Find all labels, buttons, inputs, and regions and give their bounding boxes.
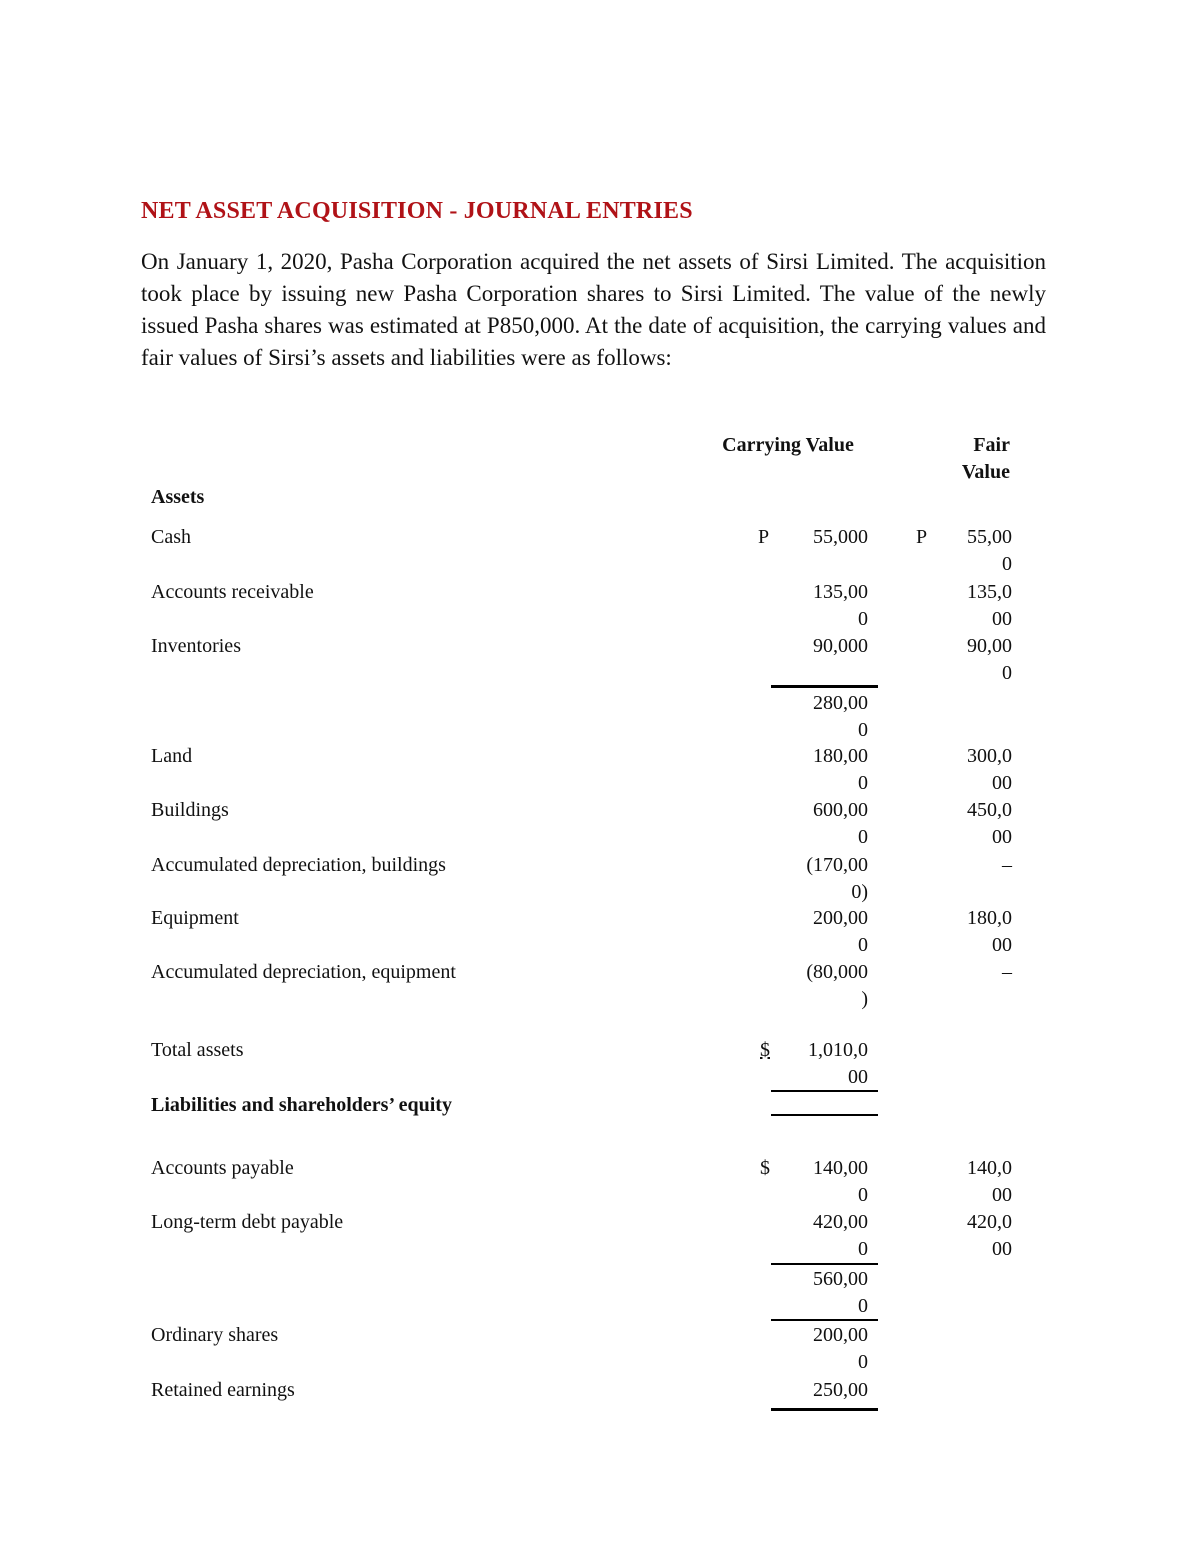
cv-line: 180,00 (813, 745, 868, 767)
row-label-accounts-receivable: Accounts receivable (151, 581, 314, 603)
row-label-equipment: Equipment (151, 907, 239, 929)
fv-land (940, 743, 1012, 797)
cv-line: 420,00 (813, 1211, 868, 1233)
subtotal-rule (771, 1263, 878, 1265)
cv-line: 0) (851, 881, 868, 903)
intro-line: liabilities were as follows: (429, 345, 672, 370)
fv-line: 90,00 (967, 635, 1012, 657)
cv-subtotal-liabilities (770, 1266, 868, 1320)
cv-accum-dep-equipment (770, 959, 868, 1013)
currency-dollar: $ (760, 1039, 770, 1061)
assets-heading: Assets (151, 486, 205, 508)
equity-rule (771, 1319, 878, 1321)
fv-line: 0 (1002, 662, 1012, 684)
fv-cash-line: 0 (1002, 553, 1012, 575)
fv-line: 140,0 (967, 1157, 1012, 1179)
row-label-retained-earnings: Retained earnings (151, 1379, 295, 1401)
cv-buildings (770, 797, 868, 851)
fv-line: 00 (992, 934, 1012, 956)
fv-line: 135,0 (967, 581, 1012, 603)
intro-paragraph (141, 246, 1046, 374)
page-title: NET ASSET ACQUISITION - JOURNAL ENTRIES (141, 198, 693, 224)
fv-line: 00 (992, 608, 1012, 630)
row-label-accum-dep-equipment: Accumulated depreciation, equipment (151, 961, 456, 983)
cv-line: 0 (858, 719, 868, 741)
intro-line: On January 1, 2020, Pasha Corporation acquired the net assets of Sirsi Limited. (141, 249, 902, 274)
fv-line: 450,0 (967, 799, 1012, 821)
cv-inventories: 90,000 (813, 635, 868, 657)
cv-line: 280,00 (813, 692, 868, 714)
cv-line: (80,000 (806, 961, 868, 983)
fv-accounts-receivable (940, 579, 1012, 633)
cv-accounts-receivable (770, 579, 868, 633)
header-carrying-value: Carrying Value (722, 434, 854, 456)
intro-line: At the date of acquisition, the carrying values and fair values of Sirsi’s assets and (141, 313, 1046, 370)
cv-line: 0 (858, 1184, 868, 1206)
total-rule (771, 1090, 878, 1092)
cv-line: 0 (858, 772, 868, 794)
fv-buildings (940, 797, 1012, 851)
cv-line: 200,00 (813, 907, 868, 929)
cv-subtotal-current-assets (770, 690, 868, 744)
cv-line: 135,00 (813, 581, 868, 603)
currency-peso: P (916, 526, 928, 548)
cv-cash: 55,000 (813, 526, 868, 548)
currency-peso: P (758, 526, 770, 548)
cv-line: 1,010,0 (808, 1039, 868, 1061)
row-label-total-assets: Total assets (151, 1039, 244, 1061)
fv-line: 00 (992, 826, 1012, 848)
cv-equipment (770, 905, 868, 959)
bottom-rule (771, 1408, 878, 1411)
fv-line: 300,0 (967, 745, 1012, 767)
header-fair-value (940, 432, 1010, 486)
cv-line: 0 (858, 1238, 868, 1260)
header-fair-line: Fair (973, 434, 1010, 456)
fv-line: 00 (992, 1238, 1012, 1260)
cv-line: 200,00 (813, 1324, 868, 1346)
fv-accum-dep-equipment: – (1002, 961, 1012, 983)
fv-accounts-payable (940, 1155, 1012, 1209)
intro-line: Limited. The value of the newly issued Pasha shares was estimated at P850,000. (141, 281, 1046, 338)
row-label-land: Land (151, 745, 193, 767)
row-label-accum-dep-buildings: Accumulated depreciation, buildings (151, 854, 446, 876)
fv-cash (940, 524, 1012, 578)
cv-line: 00 (848, 1066, 868, 1088)
fv-cash-line: 55,00 (967, 526, 1012, 548)
fv-line: 00 (992, 772, 1012, 794)
liabilities-heading: Liabilities and shareholders’ equity (151, 1094, 452, 1116)
row-label-accounts-payable: Accounts payable (151, 1157, 294, 1179)
total-double-rule (771, 1114, 878, 1116)
cv-line: 560,00 (813, 1268, 868, 1290)
header-fair-line: Value (961, 461, 1010, 483)
cv-line: 0 (858, 826, 868, 848)
row-label-inventories: Inventories (151, 635, 241, 657)
fv-line: 00 (992, 1184, 1012, 1206)
cv-line: 600,00 (813, 799, 868, 821)
fv-line: 180,0 (967, 907, 1012, 929)
currency-dollar: $ (760, 1157, 770, 1179)
cv-long-term-debt (770, 1209, 868, 1263)
cv-line: 0 (858, 1295, 868, 1317)
row-label-buildings: Buildings (151, 799, 229, 821)
subtotal-rule (771, 685, 878, 688)
cv-line: 0 (858, 934, 868, 956)
cv-retained-earnings: 250,00 (813, 1379, 868, 1401)
cv-line: 0 (858, 1351, 868, 1373)
intro-line: The acquisition took place by issuing new Pasha Corporation shares to Sirsi (141, 249, 1047, 306)
cv-accounts-payable (770, 1155, 868, 1209)
fv-line: 420,0 (967, 1211, 1012, 1233)
cv-ordinary-shares (770, 1322, 868, 1376)
cv-land (770, 743, 868, 797)
cv-line: 140,00 (813, 1157, 868, 1179)
fv-long-term-debt (940, 1209, 1012, 1263)
row-label-ordinary-shares: Ordinary shares (151, 1324, 279, 1346)
row-label-cash: Cash (151, 526, 191, 548)
fv-inventories (940, 633, 1012, 687)
fv-equipment (940, 905, 1012, 959)
cv-line: 0 (858, 608, 868, 630)
cv-line: (170,00 (806, 854, 868, 876)
fv-accum-dep-buildings: – (1002, 854, 1012, 876)
cv-total-assets (770, 1037, 868, 1091)
cv-accum-dep-buildings (770, 852, 868, 906)
row-label-long-term-debt: Long-term debt payable (151, 1211, 344, 1233)
cv-line: ) (861, 988, 868, 1010)
